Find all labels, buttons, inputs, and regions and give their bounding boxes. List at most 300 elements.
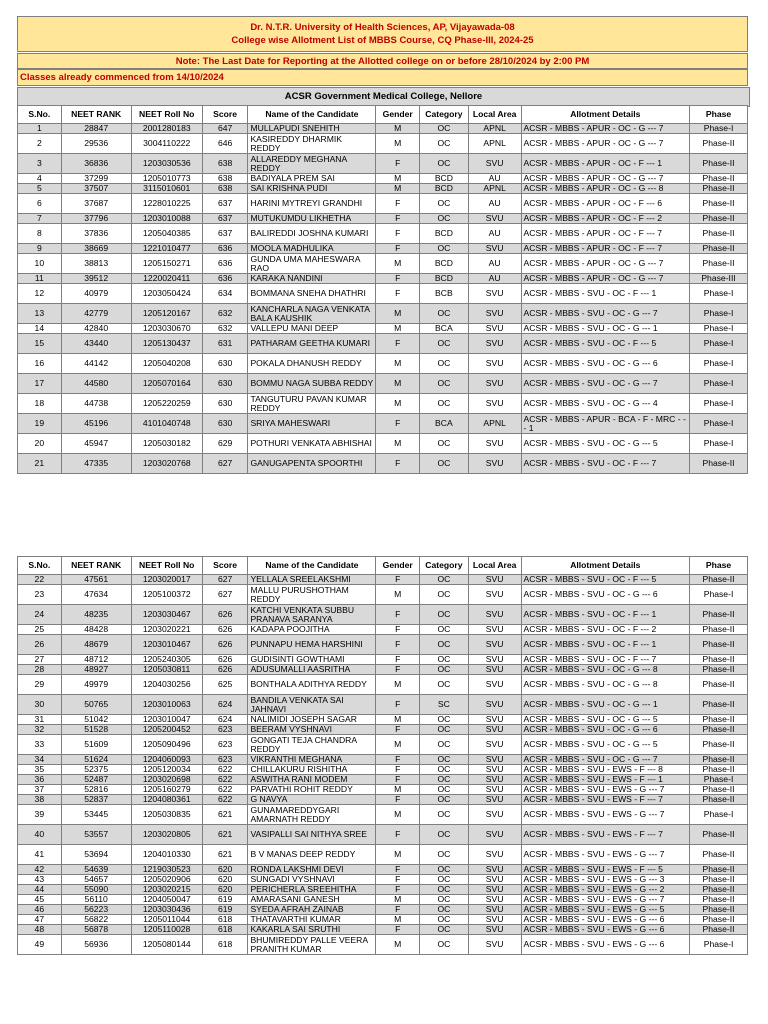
cell-local-area: SVU <box>468 334 521 354</box>
cell-sno: 21 <box>18 454 62 474</box>
cell-sno: 32 <box>18 725 62 735</box>
cell-score: 636 <box>202 274 248 284</box>
cell-neet-roll: 1203030436 <box>131 905 202 915</box>
cell-category: OC <box>420 725 469 735</box>
cell-neet-roll: 1205010773 <box>131 174 202 184</box>
cell-allotment-details: ACSR - MBBS - SVU - OC - F --- 2 <box>521 625 690 635</box>
cell-score: 630 <box>202 414 248 434</box>
cell-local-area: SVU <box>468 865 521 875</box>
cell-category: OC <box>420 655 469 665</box>
cell-gender: F <box>376 775 420 785</box>
cell-score: 637 <box>202 214 248 224</box>
cell-score: 626 <box>202 625 248 635</box>
cell-phase: Phase-II <box>690 795 748 805</box>
cell-score: 629 <box>202 434 248 454</box>
cell-neet-roll: 1205200452 <box>131 725 202 735</box>
cell-gender: F <box>376 795 420 805</box>
cell-score: 619 <box>202 905 248 915</box>
cell-sno: 8 <box>18 224 62 244</box>
cell-sno: 37 <box>18 785 62 795</box>
cell-candidate-name: PUNNAPU HEMA HARSHINI <box>248 635 376 655</box>
cell-local-area: SVU <box>468 324 521 334</box>
column-header-neet-roll: NEET Roll No <box>131 557 202 575</box>
cell-allotment-details: ACSR - MBBS - SVU - OC - G --- 5 <box>521 735 690 755</box>
cell-neet-rank: 28847 <box>61 124 131 134</box>
cell-local-area: AU <box>468 224 521 244</box>
cell-score: 620 <box>202 865 248 875</box>
cell-allotment-details: ACSR - MBBS - SVU - OC - F --- 7 <box>521 454 690 474</box>
cell-candidate-name: TANGUTURU PAVAN KUMAR REDDY <box>248 394 376 414</box>
cell-category: OC <box>420 134 469 154</box>
cell-category: OC <box>420 394 469 414</box>
cell-gender: F <box>376 925 420 935</box>
cell-gender: M <box>376 374 420 394</box>
column-header-candidate-name: Name of the Candidate <box>248 557 376 575</box>
cell-allotment-details: ACSR - MBBS - APUR - BCA - F - MRC - -- 1 <box>521 414 690 434</box>
cell-candidate-name: VIKRANTHI MEGHANA <box>248 755 376 765</box>
cell-candidate-name: BOMMU NAGA SUBBA REDDY <box>248 374 376 394</box>
cell-allotment-details: ACSR - MBBS - SVU - EWS - G --- 7 <box>521 845 690 865</box>
cell-sno: 48 <box>18 925 62 935</box>
cell-allotment-details: ACSR - MBBS - SVU - OC - F --- 7 <box>521 655 690 665</box>
cell-sno: 19 <box>18 414 62 434</box>
cell-candidate-name: BOMMANA SNEHA DHATHRI <box>248 284 376 304</box>
cell-category: OC <box>420 575 469 585</box>
cell-neet-roll: 1205220259 <box>131 394 202 414</box>
cell-phase: Phase-II <box>690 214 748 224</box>
table-row <box>18 194 748 214</box>
cell-sno: 1 <box>18 124 62 134</box>
cell-local-area: SVU <box>468 925 521 935</box>
cell-neet-rank: 45947 <box>61 434 131 454</box>
cell-score: 625 <box>202 675 248 695</box>
table-row <box>18 675 748 695</box>
cell-score: 618 <box>202 925 248 935</box>
college-name: ACSR Government Medical College, Nellore <box>17 87 750 107</box>
cell-phase: Phase-II <box>690 695 748 715</box>
cell-allotment-details: ACSR - MBBS - SVU - EWS - F --- 7 <box>521 825 690 845</box>
cell-neet-rank: 51528 <box>61 725 131 735</box>
cell-candidate-name: ADUSUMALLI AASRITHA <box>248 665 376 675</box>
cell-neet-roll: 1205240305 <box>131 655 202 665</box>
table-row <box>18 865 748 875</box>
cell-phase: Phase-I <box>690 284 748 304</box>
cell-neet-roll: 1204080361 <box>131 795 202 805</box>
table-row <box>18 324 748 334</box>
cell-allotment-details: ACSR - MBBS - SVU - OC - G --- 8 <box>521 675 690 695</box>
cell-score: 638 <box>202 154 248 174</box>
cell-sno: 15 <box>18 334 62 354</box>
cell-phase: Phase-II <box>690 655 748 665</box>
cell-local-area: SVU <box>468 665 521 675</box>
cell-local-area: APNL <box>468 414 521 434</box>
cell-local-area: SVU <box>468 635 521 655</box>
cell-candidate-name: SYEDA AFRAH ZAINAB <box>248 905 376 915</box>
cell-phase: Phase-II <box>690 765 748 775</box>
cell-neet-rank: 49979 <box>61 675 131 695</box>
cell-score: 618 <box>202 915 248 925</box>
cell-candidate-name: AMARASANI GANESH <box>248 895 376 905</box>
cell-sno: 39 <box>18 805 62 825</box>
cell-neet-rank: 53694 <box>61 845 131 865</box>
cell-gender: M <box>376 434 420 454</box>
cell-allotment-details: ACSR - MBBS - SVU - OC - G --- 6 <box>521 585 690 605</box>
table-row <box>18 284 748 304</box>
cell-neet-roll: 1203020017 <box>131 575 202 585</box>
cell-phase: Phase-II <box>690 825 748 845</box>
cell-neet-rank: 42840 <box>61 324 131 334</box>
cell-neet-rank: 43440 <box>61 334 131 354</box>
cell-sno: 41 <box>18 845 62 865</box>
cell-sno: 46 <box>18 905 62 915</box>
cell-allotment-details: ACSR - MBBS - APUR - OC - G --- 7 <box>521 254 690 274</box>
cell-gender: M <box>376 675 420 695</box>
cell-phase: Phase-I <box>690 805 748 825</box>
cell-neet-roll: 1205030182 <box>131 434 202 454</box>
cell-score: 647 <box>202 124 248 134</box>
cell-local-area: SVU <box>468 725 521 735</box>
cell-phase: Phase-II <box>690 885 748 895</box>
cell-neet-rank: 44738 <box>61 394 131 414</box>
table-row <box>18 585 748 605</box>
cell-allotment-details: ACSR - MBBS - SVU - OC - G --- 7 <box>521 304 690 324</box>
cell-gender: F <box>376 284 420 304</box>
cell-neet-rank: 47561 <box>61 575 131 585</box>
cell-sno: 34 <box>18 755 62 765</box>
cell-neet-rank: 51042 <box>61 715 131 725</box>
cell-phase: Phase-I <box>690 585 748 605</box>
cell-score: 618 <box>202 935 248 955</box>
cell-score: 624 <box>202 715 248 725</box>
cell-sno: 44 <box>18 885 62 895</box>
cell-score: 627 <box>202 575 248 585</box>
cell-phase: Phase-II <box>690 785 748 795</box>
cell-candidate-name: KAKARLA SAI SRUTHI <box>248 925 376 935</box>
column-header-neet-roll: NEET Roll No <box>131 106 202 124</box>
table-row <box>18 885 748 895</box>
cell-sno: 17 <box>18 374 62 394</box>
cell-neet-roll: 1203010063 <box>131 695 202 715</box>
cell-local-area: SVU <box>468 304 521 324</box>
cell-gender: F <box>376 625 420 635</box>
cell-neet-rank: 44142 <box>61 354 131 374</box>
cell-neet-roll: 1205011044 <box>131 915 202 925</box>
column-header-gender: Gender <box>376 557 420 575</box>
cell-candidate-name: GONGATI TEJA CHANDRA REDDY <box>248 735 376 755</box>
cell-gender: F <box>376 334 420 354</box>
cell-gender: F <box>376 194 420 214</box>
cell-phase: Phase-I <box>690 394 748 414</box>
cell-neet-rank: 47634 <box>61 585 131 605</box>
cell-phase: Phase-II <box>690 635 748 655</box>
cell-local-area: SVU <box>468 655 521 665</box>
cell-neet-rank: 56878 <box>61 925 131 935</box>
cell-neet-roll: 1221010477 <box>131 244 202 254</box>
cell-gender: M <box>376 735 420 755</box>
cell-candidate-name: SAI KRISHNA PUDI <box>248 184 376 194</box>
cell-candidate-name: BHUMIREDDY PALLE VEERA PRANITH KUMAR <box>248 935 376 955</box>
column-header-sno: S.No. <box>18 106 62 124</box>
cell-category: OC <box>420 334 469 354</box>
cell-allotment-details: ACSR - MBBS - APUR - OC - F --- 7 <box>521 224 690 244</box>
column-header-category: Category <box>420 557 469 575</box>
cell-sno: 12 <box>18 284 62 304</box>
cell-sno: 5 <box>18 184 62 194</box>
cell-candidate-name: POKALA DHANUSH REDDY <box>248 354 376 374</box>
cell-sno: 7 <box>18 214 62 224</box>
cell-category: SC <box>420 695 469 715</box>
cell-neet-rank: 40979 <box>61 284 131 304</box>
cell-candidate-name: ASWITHA RANI MODEM <box>248 775 376 785</box>
cell-allotment-details: ACSR - MBBS - SVU - OC - G --- 7 <box>521 755 690 765</box>
cell-score: 632 <box>202 304 248 324</box>
table-row <box>18 334 748 354</box>
table-row <box>18 575 748 585</box>
cell-allotment-details: ACSR - MBBS - SVU - OC - F --- 1 <box>521 605 690 625</box>
cell-phase: Phase-II <box>690 454 748 474</box>
table-row <box>18 655 748 665</box>
cell-neet-roll: 1205150271 <box>131 254 202 274</box>
cell-category: BCD <box>420 174 469 184</box>
cell-phase: Phase-II <box>690 845 748 865</box>
cell-neet-roll: 1205030835 <box>131 805 202 825</box>
cell-local-area: SVU <box>468 454 521 474</box>
cell-phase: Phase-I <box>690 124 748 134</box>
cell-sno: 30 <box>18 695 62 715</box>
cell-score: 621 <box>202 825 248 845</box>
cell-score: 636 <box>202 244 248 254</box>
cell-neet-roll: 1205080144 <box>131 935 202 955</box>
cell-category: BCD <box>420 184 469 194</box>
table-row <box>18 304 748 324</box>
cell-sno: 43 <box>18 875 62 885</box>
column-header-phase: Phase <box>690 106 748 124</box>
cell-candidate-name: RONDA LAKSHMI DEVI <box>248 865 376 875</box>
cell-score: 634 <box>202 284 248 304</box>
cell-candidate-name: GUDISINTI GOWTHAMI <box>248 655 376 665</box>
cell-local-area: SVU <box>468 935 521 955</box>
cell-category: OC <box>420 434 469 454</box>
cell-phase: Phase-I <box>690 334 748 354</box>
cell-category: OC <box>420 785 469 795</box>
cell-phase: Phase-II <box>690 715 748 725</box>
cell-gender: F <box>376 725 420 735</box>
cell-score: 631 <box>202 334 248 354</box>
cell-allotment-details: ACSR - MBBS - APUR - OC - F --- 1 <box>521 154 690 174</box>
cell-category: OC <box>420 214 469 224</box>
cell-category: OC <box>420 825 469 845</box>
cell-neet-roll: 1205030811 <box>131 665 202 675</box>
cell-neet-rank: 54657 <box>61 875 131 885</box>
column-header-sno: S.No. <box>18 557 62 575</box>
cell-score: 622 <box>202 775 248 785</box>
cell-neet-rank: 52375 <box>61 765 131 775</box>
cell-candidate-name: GUNDA UMA MAHESWARA RAO <box>248 254 376 274</box>
cell-category: OC <box>420 665 469 675</box>
cell-sno: 29 <box>18 675 62 695</box>
cell-neet-roll: 1203010047 <box>131 715 202 725</box>
cell-neet-rank: 47335 <box>61 454 131 474</box>
cell-neet-rank: 37299 <box>61 174 131 184</box>
cell-allotment-details: ACSR - MBBS - SVU - OC - G --- 1 <box>521 695 690 715</box>
cell-category: OC <box>420 605 469 625</box>
cell-gender: M <box>376 915 420 925</box>
table-header-row <box>18 557 748 575</box>
cell-phase: Phase-I <box>690 775 748 785</box>
cell-category: OC <box>420 374 469 394</box>
cell-gender: F <box>376 905 420 915</box>
cell-category: BCD <box>420 274 469 284</box>
cell-candidate-name: B V MANAS DEEP REDDY <box>248 845 376 865</box>
cell-neet-rank: 36836 <box>61 154 131 174</box>
cell-sno: 14 <box>18 324 62 334</box>
cell-candidate-name: KADAPA POOJITHA <box>248 625 376 635</box>
cell-category: OC <box>420 885 469 895</box>
cell-allotment-details: ACSR - MBBS - SVU - EWS - G --- 6 <box>521 915 690 925</box>
cell-score: 621 <box>202 845 248 865</box>
cell-score: 624 <box>202 695 248 715</box>
cell-local-area: SVU <box>468 755 521 765</box>
cell-neet-roll: 1219030523 <box>131 865 202 875</box>
cell-gender: M <box>376 304 420 324</box>
column-header-category: Category <box>420 106 469 124</box>
cell-neet-rank: 29536 <box>61 134 131 154</box>
cell-candidate-name: VASIPALLI SAI NITHYA SREE <box>248 825 376 845</box>
table-row <box>18 605 748 625</box>
cell-sno: 47 <box>18 915 62 925</box>
cell-neet-rank: 56110 <box>61 895 131 905</box>
cell-allotment-details: ACSR - MBBS - APUR - OC - F --- 2 <box>521 214 690 224</box>
cell-neet-rank: 53557 <box>61 825 131 845</box>
cell-score: 638 <box>202 184 248 194</box>
cell-local-area: SVU <box>468 394 521 414</box>
column-header-score: Score <box>202 106 248 124</box>
cell-score: 623 <box>202 735 248 755</box>
cell-category: OC <box>420 895 469 905</box>
cell-local-area: AU <box>468 174 521 184</box>
cell-neet-rank: 48428 <box>61 625 131 635</box>
cell-local-area: SVU <box>468 434 521 454</box>
cell-candidate-name: POTHURI VENKATA ABHISHAI <box>248 434 376 454</box>
cell-score: 620 <box>202 885 248 895</box>
cell-category: OC <box>420 124 469 134</box>
cell-neet-rank: 48679 <box>61 635 131 655</box>
cell-candidate-name: SRIYA MAHESWARI <box>248 414 376 434</box>
cell-gender: F <box>376 274 420 284</box>
table-row <box>18 895 748 905</box>
cell-neet-rank: 37796 <box>61 214 131 224</box>
cell-category: OC <box>420 715 469 725</box>
cell-neet-rank: 37507 <box>61 184 131 194</box>
cell-local-area: SVU <box>468 895 521 905</box>
document-title <box>17 16 748 52</box>
cell-candidate-name: VALLEPU MANI DEEP <box>248 324 376 334</box>
cell-neet-roll: 3004110222 <box>131 134 202 154</box>
cell-neet-roll: 1205110028 <box>131 925 202 935</box>
cell-score: 626 <box>202 655 248 665</box>
cell-phase: Phase-II <box>690 224 748 244</box>
cell-allotment-details: ACSR - MBBS - SVU - OC - G --- 1 <box>521 324 690 334</box>
cell-category: OC <box>420 735 469 755</box>
cell-gender: F <box>376 575 420 585</box>
cell-allotment-details: ACSR - MBBS - SVU - OC - F --- 5 <box>521 334 690 354</box>
cell-local-area: SVU <box>468 735 521 755</box>
column-header-neet-rank: NEET RANK <box>61 557 131 575</box>
cell-neet-roll: 1220020411 <box>131 274 202 284</box>
cell-score: 630 <box>202 394 248 414</box>
cell-neet-rank: 56936 <box>61 935 131 955</box>
table-row <box>18 434 748 454</box>
cell-category: OC <box>420 755 469 765</box>
table-row <box>18 374 748 394</box>
cell-phase: Phase-II <box>690 174 748 184</box>
cell-candidate-name: PARVATHI ROHIT REDDY <box>248 785 376 795</box>
cell-allotment-details: ACSR - MBBS - SVU - EWS - G --- 5 <box>521 905 690 915</box>
cell-category: OC <box>420 905 469 915</box>
table-row <box>18 725 748 735</box>
cell-phase: Phase-II <box>690 244 748 254</box>
cell-gender: M <box>376 184 420 194</box>
cell-neet-roll: 1204030256 <box>131 675 202 695</box>
cell-neet-roll: 1205100372 <box>131 585 202 605</box>
cell-phase: Phase-II <box>690 875 748 885</box>
table-row <box>18 224 748 244</box>
cell-category: OC <box>420 845 469 865</box>
cell-local-area: SVU <box>468 585 521 605</box>
cell-gender: M <box>376 805 420 825</box>
title-line-1: Dr. N.T.R. University of Health Sciences, AP, Vijayawada-08 <box>250 22 515 33</box>
cell-gender: M <box>376 134 420 154</box>
cell-sno: 3 <box>18 154 62 174</box>
cell-gender: F <box>376 454 420 474</box>
cell-gender: M <box>376 895 420 905</box>
cell-category: OC <box>420 244 469 254</box>
cell-score: 637 <box>202 194 248 214</box>
cell-candidate-name: KATCHI VENKATA SUBBU PRANAVA SARANYA <box>248 605 376 625</box>
cell-category: BCA <box>420 414 469 434</box>
cell-phase: Phase-II <box>690 625 748 635</box>
cell-sno: 4 <box>18 174 62 184</box>
cell-local-area: SVU <box>468 244 521 254</box>
cell-sno: 33 <box>18 735 62 755</box>
cell-neet-roll: 2001280183 <box>131 124 202 134</box>
cell-phase: Phase-II <box>690 575 748 585</box>
cell-gender: F <box>376 414 420 434</box>
column-header-gender: Gender <box>376 106 420 124</box>
cell-allotment-details: ACSR - MBBS - SVU - EWS - F --- 7 <box>521 795 690 805</box>
cell-candidate-name: G NAVYA <box>248 795 376 805</box>
cell-local-area: SVU <box>468 765 521 775</box>
cell-sno: 28 <box>18 665 62 675</box>
cell-phase: Phase-I <box>690 935 748 955</box>
cell-score: 630 <box>202 354 248 374</box>
cell-phase: Phase-II <box>690 254 748 274</box>
cell-score: 646 <box>202 134 248 154</box>
table-row <box>18 805 748 825</box>
cell-phase: Phase-II <box>690 194 748 214</box>
cell-category: OC <box>420 915 469 925</box>
cell-category: BCD <box>420 254 469 274</box>
cell-candidate-name: MULLAPUDI SNEHITH <box>248 124 376 134</box>
cell-gender: M <box>376 354 420 374</box>
cell-allotment-details: ACSR - MBBS - SVU - OC - F --- 1 <box>521 284 690 304</box>
table-row <box>18 184 748 194</box>
cell-neet-rank: 56223 <box>61 905 131 915</box>
table-row <box>18 124 748 134</box>
cell-allotment-details: ACSR - MBBS - APUR - OC - F --- 6 <box>521 194 690 214</box>
cell-score: 626 <box>202 665 248 675</box>
cell-neet-rank: 52816 <box>61 785 131 795</box>
